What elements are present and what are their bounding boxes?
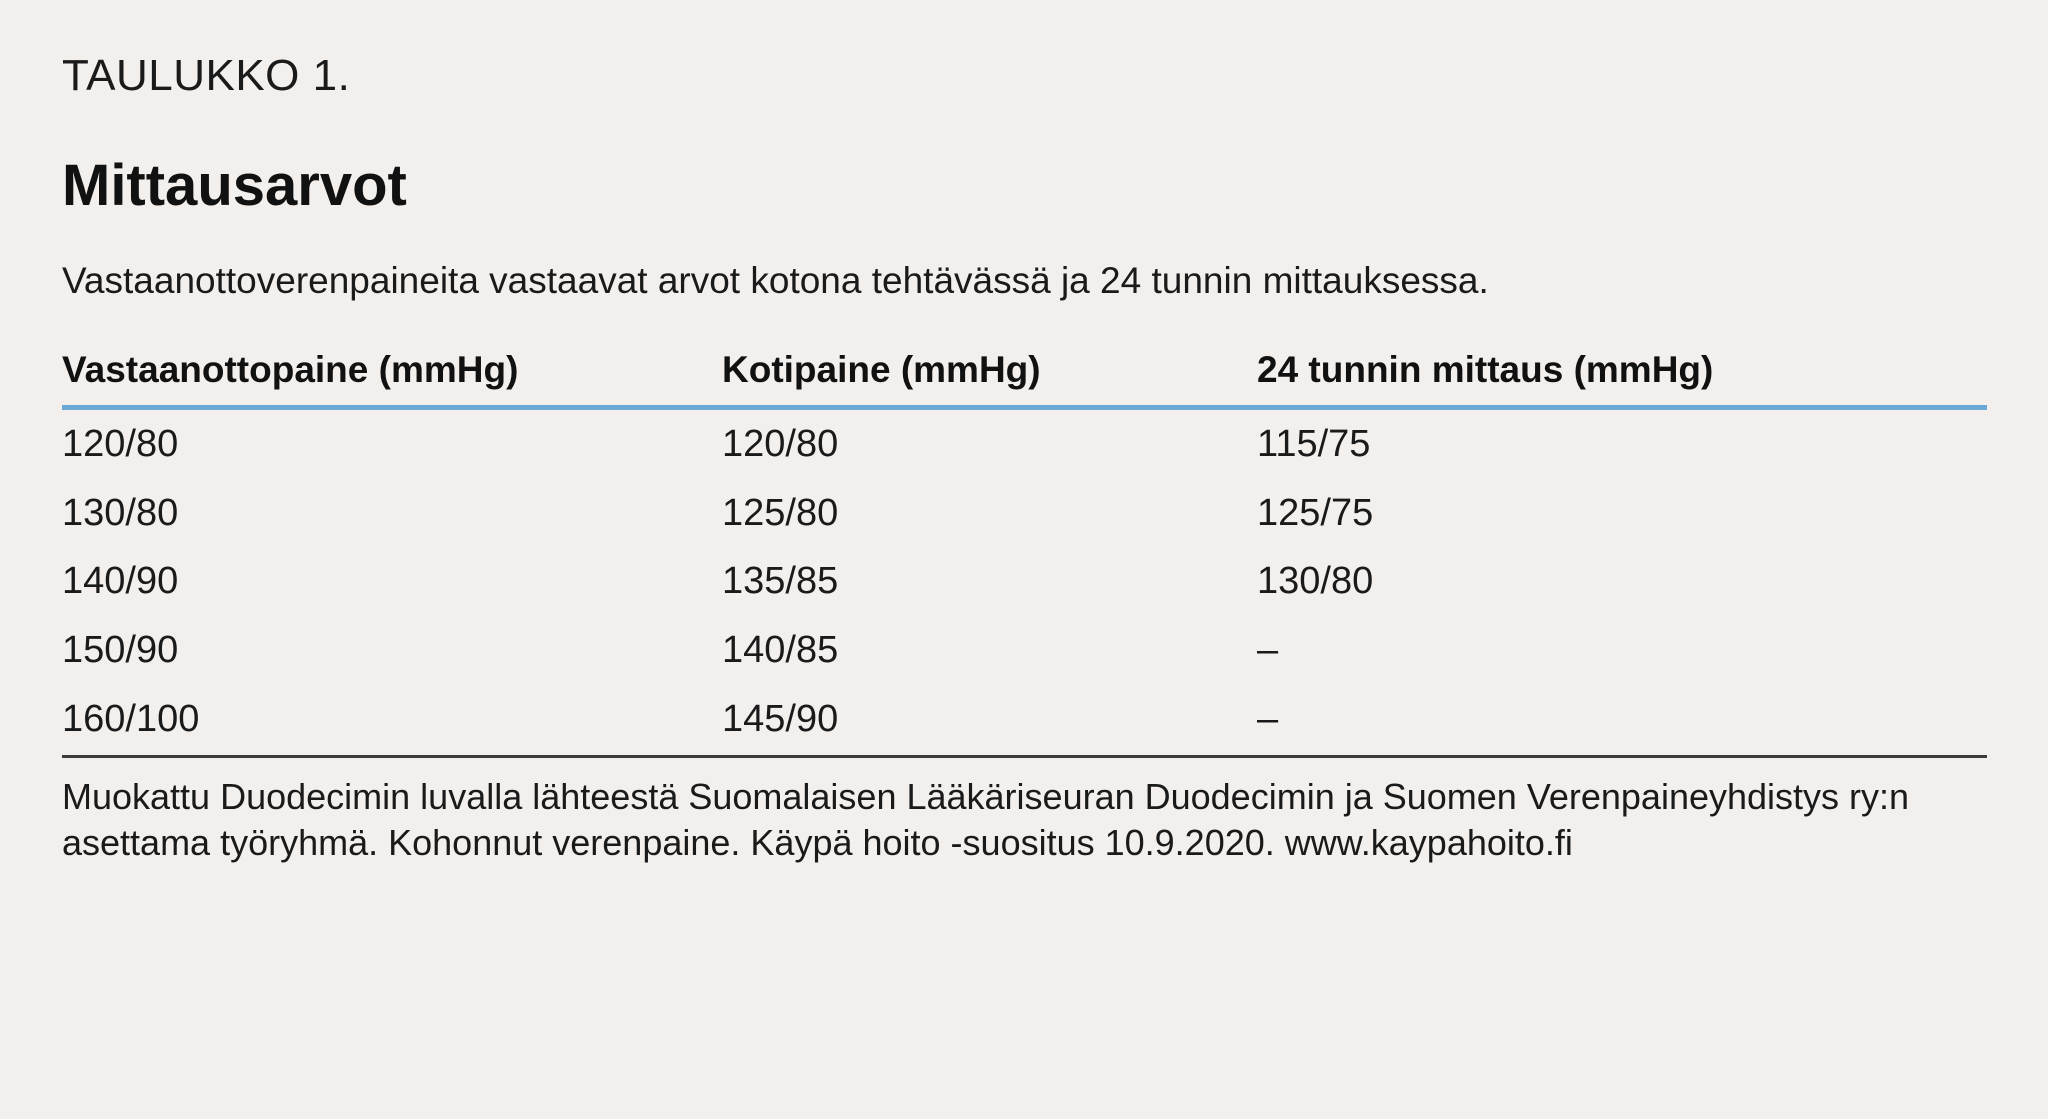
table-body [62, 407, 1987, 756]
cell-24h-measurement: – [1257, 685, 1987, 757]
column-header-24h-measurement: 24 tunnin mittaus (mmHg) [1257, 348, 1987, 407]
cell-office-pressure: 150/90 [62, 628, 179, 671]
cell-24h-measurement: 115/75 [1257, 422, 1371, 465]
table-header [62, 348, 1987, 407]
cell-home-pressure: 120/80 [722, 422, 839, 465]
figure-label: TAULUKKO 1. [62, 51, 351, 100]
cell-home-pressure: 145/90 [722, 685, 1257, 757]
table-row [62, 407, 1987, 478]
cell-office-pressure: 140/90 [62, 560, 179, 603]
cell-24h-measurement: 130/80 [1257, 560, 1374, 603]
cell-home-pressure: 125/80 [722, 491, 839, 534]
table-row [62, 616, 1987, 685]
measurement-values-table [62, 348, 1987, 758]
table-row [62, 479, 1987, 548]
column-header-home-pressure: Kotipaine (mmHg) [722, 348, 1257, 407]
column-header-office-pressure: Vastaanottopaine (mmHg) [62, 348, 722, 407]
table-row [62, 685, 1987, 757]
cell-office-pressure: 130/80 [62, 491, 179, 534]
source-note: Muokattu Duodecimin luvalla lähteestä Suomalaisen Lääkäriseuran Duodecimin ja Suomen Verenpaineyhdistys ry:n asettama työryhmä. Kohonnut verenpaine. Käypä hoito -suositus 10.9.2020. www.kaypahoito.fi [62, 776, 1910, 863]
cell-24h-measurement: – [1257, 628, 1279, 671]
table-row [62, 547, 1987, 616]
table-header-row [62, 348, 1987, 407]
cell-home-pressure: 140/85 [722, 628, 839, 671]
cell-office-pressure: 120/80 [62, 422, 179, 465]
cell-home-pressure: 135/85 [722, 560, 839, 603]
page-title: Mittausarvot [62, 153, 407, 219]
figure-description: Vastaanottoverenpaineita vastaavat arvot kotona tehtävässä ja 24 tunnin mittauksessa. [62, 260, 1489, 302]
cell-office-pressure: 160/100 [62, 685, 722, 757]
cell-24h-measurement: 125/75 [1257, 491, 1374, 534]
